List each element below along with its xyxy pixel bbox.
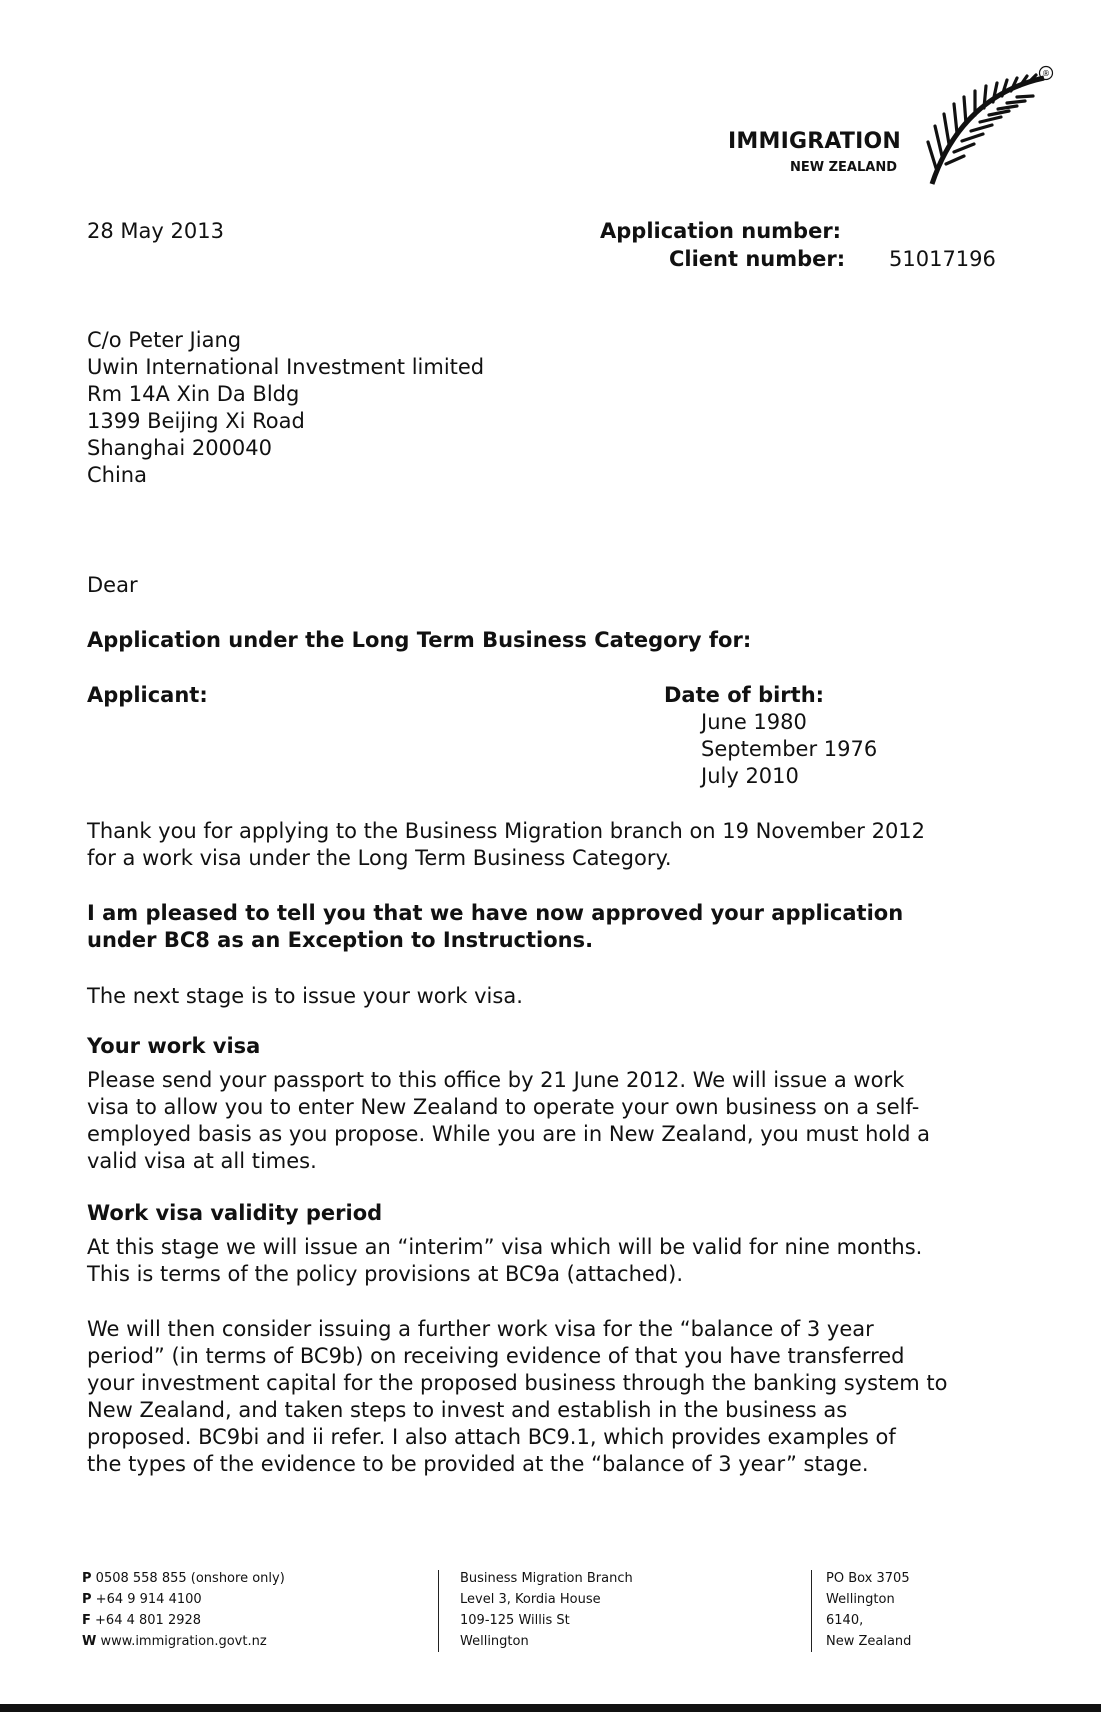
address-line: Rm 14A Xin Da Bldg [87, 382, 300, 406]
logo-wordmark: IMMIGRATION [728, 129, 901, 154]
date-of-birth-label: Date of birth: [664, 683, 825, 707]
footer-postal-line: New Zealand [826, 1634, 912, 1649]
footer-contact-value: 0508 558 855 (onshore only) [95, 1571, 285, 1586]
footer-postal-line: Wellington [826, 1592, 895, 1607]
footer-address-line: 109-125 Willis St [460, 1613, 570, 1628]
date-of-birth-value: July 2010 [701, 764, 799, 788]
silver-fern-icon [922, 64, 1056, 188]
footer-contact-key: F [82, 1613, 91, 1628]
paragraph-line: period” (in terms of BC9b) on receiving evidence of that you have transferred [87, 1344, 905, 1368]
date-of-birth-value: June 1980 [701, 710, 807, 734]
paragraph-line: At this stage we will issue an “interim” visa which will be valid for nine months. [87, 1235, 923, 1259]
footer-contact-key: P [82, 1592, 92, 1607]
footer-contact-value: +64 4 801 2928 [95, 1613, 202, 1628]
paragraph-line: for a work visa under the Long Term Business Category. [87, 846, 672, 870]
footer-office-address [460, 1568, 633, 1652]
paragraph-line: Please send your passport to this office by 21 June 2012. We will issue a work [87, 1068, 905, 1092]
footer-contact [82, 1568, 285, 1652]
footer-contact-key: P [82, 1571, 92, 1586]
address-line: 1399 Beijing Xi Road [87, 409, 305, 433]
paragraph-line: I am pleased to tell you that we have now approved your application [87, 901, 904, 925]
address-line: China [87, 463, 147, 487]
paragraph-line: New Zealand, and taken steps to invest and establish in the business as [87, 1398, 848, 1422]
footer-address-line: Level 3, Kordia House [460, 1592, 601, 1607]
footer-website-link[interactable]: www.immigration.govt.nz [100, 1634, 267, 1649]
paragraph-line: under BC8 as an Exception to Instructions. [87, 928, 594, 952]
paragraph-line: Thank you for applying to the Business Migration branch on 19 November 2012 [87, 819, 926, 843]
footer-divider [811, 1570, 812, 1652]
date-of-birth-list [701, 709, 877, 790]
client-number-label: Client number: [669, 247, 846, 271]
footer-contact-key: W [82, 1634, 97, 1649]
date-of-birth-value: September 1976 [701, 737, 878, 761]
logo-subtitle: NEW ZEALAND [790, 160, 898, 175]
paragraph-line: The next stage is to issue your work visa. [87, 984, 523, 1008]
page-bottom-rule [0, 1704, 1101, 1712]
footer-postal-line: 6140, [826, 1613, 864, 1628]
paragraph-line: This is terms of the policy provisions at BC9a (attached). [87, 1262, 683, 1286]
section-heading-work-visa: Your work visa [87, 1034, 261, 1058]
application-number-label: Application number: [600, 219, 842, 243]
section-heading-validity: Work visa validity period [87, 1201, 383, 1225]
client-number-value: 51017196 [889, 247, 996, 271]
paragraph-next-stage [87, 983, 523, 1010]
paragraph-line: your investment capital for the proposed business through the banking system to [87, 1371, 948, 1395]
recipient-address [87, 327, 484, 489]
registered-mark: ® [1042, 69, 1050, 78]
paragraph-thank-you [87, 818, 925, 872]
footer-contact-value: +64 9 914 4100 [95, 1592, 202, 1607]
paragraph-line: visa to allow you to enter New Zealand to operate your own business on a self- [87, 1095, 920, 1119]
paragraph-passport [87, 1067, 930, 1175]
footer-divider [438, 1570, 439, 1652]
address-line: Shanghai 200040 [87, 436, 273, 460]
paragraph-approval [87, 900, 903, 954]
subject-heading: Application under the Long Term Business Category for: [87, 628, 752, 652]
address-line: Uwin International Investment limited [87, 355, 485, 379]
paragraph-line: the types of the evidence to be provided at the “balance of 3 year” stage. [87, 1452, 869, 1476]
paragraph-line: employed basis as you propose. While you are in New Zealand, you must hold a [87, 1122, 930, 1146]
paragraph-line: proposed. BC9bi and ii refer. I also attach BC9.1, which provides examples of [87, 1425, 896, 1449]
paragraph-line: We will then consider issuing a further work visa for the “balance of 3 year [87, 1317, 874, 1341]
salutation: Dear [87, 573, 138, 597]
paragraph-further-visa [87, 1316, 947, 1478]
footer-postal-address [826, 1568, 911, 1652]
paragraph-interim-visa [87, 1234, 922, 1288]
address-line: C/o Peter Jiang [87, 328, 242, 352]
applicant-label: Applicant: [87, 683, 208, 707]
footer-address-line: Wellington [460, 1634, 529, 1649]
paragraph-line: valid visa at all times. [87, 1149, 317, 1173]
letter-date: 28 May 2013 [87, 219, 224, 243]
footer-address-line: Business Migration Branch [460, 1571, 633, 1586]
footer-postal-line: PO Box 3705 [826, 1571, 910, 1586]
